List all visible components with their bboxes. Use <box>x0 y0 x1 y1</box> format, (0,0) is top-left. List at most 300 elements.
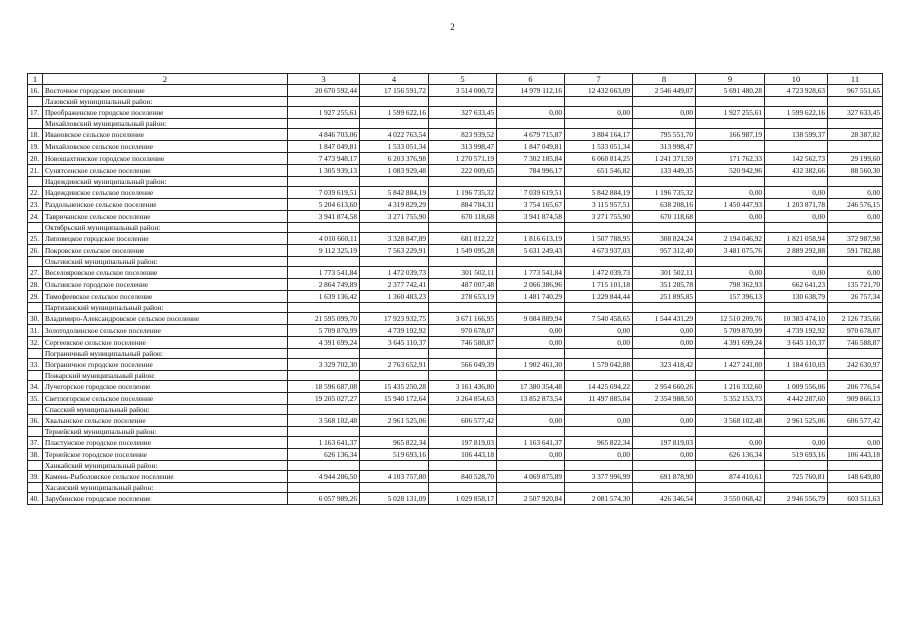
value-cell: 157 396,13 <box>696 291 765 303</box>
value-cell: 3 550 068,42 <box>696 493 765 505</box>
row-index: 35. <box>28 393 43 405</box>
value-cell: 606 577,42 <box>429 415 497 427</box>
value-cell: 970 678,07 <box>429 325 497 337</box>
value-cell: 0,00 <box>765 437 828 449</box>
table-row <box>28 165 883 177</box>
empty-cell <box>696 461 765 471</box>
index-cell <box>28 223 43 233</box>
column-header: 2 <box>43 74 288 85</box>
value-cell: 1 229 844,44 <box>565 291 633 303</box>
value-cell: 606 577,42 <box>828 415 883 427</box>
value-cell: 0,00 <box>633 449 696 461</box>
value-cell: 5 709 870,99 <box>696 325 765 337</box>
index-cell <box>28 177 43 187</box>
empty-cell <box>696 427 765 437</box>
value-cell: 7 540 458,65 <box>565 313 633 325</box>
value-cell: 3 884 164,17 <box>565 129 633 141</box>
value-cell: 967 551,65 <box>828 85 883 97</box>
value-cell: 1 533 051,34 <box>565 141 633 153</box>
value-cell: 3 568 102,48 <box>288 415 360 427</box>
row-index: 28. <box>28 279 43 291</box>
value-cell: 638 208,16 <box>633 199 696 211</box>
value-cell: 0,00 <box>765 211 828 223</box>
value-cell: 909 866,13 <box>828 393 883 405</box>
empty-cell <box>765 177 828 187</box>
index-cell <box>28 461 43 471</box>
value-cell: 3 645 110,37 <box>360 337 429 349</box>
empty-cell <box>828 483 883 493</box>
table-row <box>28 415 883 427</box>
settlement-name: Тернейское городское поселение <box>43 449 288 461</box>
district-name: Партизанский муниципальный район: <box>43 303 288 313</box>
empty-cell <box>565 371 633 381</box>
value-cell: 4 010 660,11 <box>288 233 360 245</box>
value-cell: 313 998,47 <box>633 141 696 153</box>
value-cell: 0,00 <box>696 187 765 199</box>
empty-cell <box>696 223 765 233</box>
empty-cell <box>828 223 883 233</box>
row-index: 30. <box>28 313 43 325</box>
index-cell <box>28 257 43 267</box>
empty-cell <box>696 371 765 381</box>
district-header-row <box>28 119 883 129</box>
table-row <box>28 187 883 199</box>
value-cell: 784 996,17 <box>497 165 565 177</box>
value-cell: 4 944 286,50 <box>288 471 360 483</box>
empty-cell <box>633 177 696 187</box>
value-cell: 0,00 <box>765 187 828 199</box>
empty-cell <box>429 257 497 267</box>
value-cell: 106 443,18 <box>828 449 883 461</box>
district-header-row <box>28 97 883 107</box>
value-cell: 0,00 <box>565 337 633 349</box>
value-cell: 10 383 474,10 <box>765 313 828 325</box>
value-cell: 26 757,34 <box>828 291 883 303</box>
value-cell: 487 007,48 <box>429 279 497 291</box>
empty-cell <box>429 349 497 359</box>
value-cell: 1 715 101,18 <box>565 279 633 291</box>
value-cell: 4 069 875,89 <box>497 471 565 483</box>
value-cell: 2 961 525,06 <box>360 415 429 427</box>
district-name: Пожарский муниципальный район: <box>43 371 288 381</box>
value-cell: 3 754 165,67 <box>497 199 565 211</box>
value-cell: 1 360 483,23 <box>360 291 429 303</box>
empty-cell <box>565 349 633 359</box>
value-cell: 130 638,79 <box>765 291 828 303</box>
value-cell: 3 271 755,90 <box>360 211 429 223</box>
empty-cell <box>765 257 828 267</box>
empty-cell <box>288 303 360 313</box>
value-cell: 1 196 735,32 <box>429 187 497 199</box>
row-index: 27. <box>28 267 43 279</box>
value-cell: 1 599 622,16 <box>765 107 828 119</box>
value-cell: 12 510 209,76 <box>696 313 765 325</box>
row-index: 32. <box>28 337 43 349</box>
value-cell: 746 588,87 <box>828 337 883 349</box>
district-name: Лазовский муниципальный район: <box>43 97 288 107</box>
empty-cell <box>633 371 696 381</box>
empty-cell <box>696 97 765 107</box>
value-cell: 520 942,96 <box>696 165 765 177</box>
value-cell: 566 049,39 <box>429 359 497 371</box>
value-cell: 6 060 814,25 <box>565 153 633 165</box>
value-cell: 2 354 988,50 <box>633 393 696 405</box>
value-cell: 242 630,97 <box>828 359 883 371</box>
empty-cell <box>565 177 633 187</box>
value-cell <box>765 141 828 153</box>
table-row <box>28 233 883 245</box>
empty-cell <box>288 257 360 267</box>
value-cell: 1 009 556,06 <box>765 381 828 393</box>
value-cell: 4 673 937,03 <box>565 245 633 257</box>
value-cell: 2 889 292,88 <box>765 245 828 257</box>
value-cell: 171 762,33 <box>696 153 765 165</box>
value-cell: 138 599,37 <box>765 129 828 141</box>
value-cell: 0,00 <box>633 415 696 427</box>
value-cell: 327 633,45 <box>429 107 497 119</box>
empty-cell <box>765 97 828 107</box>
value-cell: 2 946 556,79 <box>765 493 828 505</box>
empty-cell <box>828 97 883 107</box>
value-cell: 519 693,16 <box>360 449 429 461</box>
column-header: 9 <box>696 74 765 85</box>
value-cell: 1 639 136,42 <box>288 291 360 303</box>
empty-cell <box>497 303 565 313</box>
settlement-name: Тимофеевское сельское поселение <box>43 291 288 303</box>
value-cell: 3 328 847,89 <box>360 233 429 245</box>
table-row <box>28 245 883 257</box>
empty-cell <box>765 223 828 233</box>
row-index: 18. <box>28 129 43 141</box>
value-cell: 0,00 <box>828 437 883 449</box>
table-row <box>28 85 883 97</box>
value-cell: 327 633,45 <box>828 107 883 119</box>
table-row <box>28 437 883 449</box>
empty-cell <box>429 223 497 233</box>
row-index: 17. <box>28 107 43 119</box>
empty-cell <box>497 461 565 471</box>
row-index: 24. <box>28 211 43 223</box>
value-cell: 3 941 874,58 <box>288 211 360 223</box>
value-cell: 1 927 255,61 <box>696 107 765 119</box>
value-cell: 2 066 386,96 <box>497 279 565 291</box>
value-cell: 15 435 250,28 <box>360 381 429 393</box>
column-header: 3 <box>288 74 360 85</box>
value-cell: 626 136,34 <box>288 449 360 461</box>
empty-cell <box>765 119 828 129</box>
value-cell: 4 723 928,63 <box>765 85 828 97</box>
value-cell: 1 773 541,84 <box>288 267 360 279</box>
value-cell: 148 649,80 <box>828 471 883 483</box>
empty-cell <box>497 223 565 233</box>
value-cell: 1 241 371,59 <box>633 153 696 165</box>
table-row <box>28 267 883 279</box>
value-cell: 308 824,24 <box>633 233 696 245</box>
empty-cell <box>565 427 633 437</box>
value-cell: 1 305 939,13 <box>288 165 360 177</box>
value-cell: 681 812,22 <box>429 233 497 245</box>
row-index: 33. <box>28 359 43 371</box>
empty-cell <box>565 97 633 107</box>
district-name: Ханкайский муниципальный район: <box>43 461 288 471</box>
value-cell: 2 507 920,84 <box>497 493 565 505</box>
empty-cell <box>288 461 360 471</box>
index-cell <box>28 97 43 107</box>
empty-cell <box>565 405 633 415</box>
value-cell: 5 352 153,73 <box>696 393 765 405</box>
value-cell: 626 136,34 <box>696 449 765 461</box>
value-cell: 603 511,63 <box>828 493 883 505</box>
empty-cell <box>633 97 696 107</box>
empty-cell <box>633 257 696 267</box>
empty-cell <box>765 405 828 415</box>
value-cell: 1 816 613,19 <box>497 233 565 245</box>
row-index: 23. <box>28 199 43 211</box>
column-header: 10 <box>765 74 828 85</box>
value-cell: 0,00 <box>497 107 565 119</box>
district-header-row <box>28 405 883 415</box>
value-cell: 1 902 461,30 <box>497 359 565 371</box>
value-cell: 14 979 112,16 <box>497 85 565 97</box>
settlement-name: Владимиро-Александровское сельское поселение <box>43 313 288 325</box>
value-cell: 1 029 858,17 <box>429 493 497 505</box>
district-name: Михайловский муниципальный район: <box>43 119 288 129</box>
value-cell: 691 878,90 <box>633 471 696 483</box>
value-cell: 0,00 <box>565 415 633 427</box>
value-cell <box>696 141 765 153</box>
table-header-row <box>28 74 883 85</box>
value-cell: 5 028 131,09 <box>360 493 429 505</box>
empty-cell <box>429 371 497 381</box>
empty-cell <box>288 223 360 233</box>
value-cell: 11 497 885,04 <box>565 393 633 405</box>
settlement-name: Хвалынское сельское поселение <box>43 415 288 427</box>
empty-cell <box>765 427 828 437</box>
row-index: 39. <box>28 471 43 483</box>
value-cell: 17 923 932,75 <box>360 313 429 325</box>
row-index: 36. <box>28 415 43 427</box>
district-name: Октябрьский муниципальный район: <box>43 223 288 233</box>
settlement-name: Веселояровское сельское поселение <box>43 267 288 279</box>
district-name: Хасанский муниципальный район: <box>43 483 288 493</box>
value-cell: 313 998,47 <box>429 141 497 153</box>
value-cell: 0,00 <box>633 325 696 337</box>
empty-cell <box>429 461 497 471</box>
settlement-name: Светлогорское сельское поселение <box>43 393 288 405</box>
empty-cell <box>633 303 696 313</box>
table-row <box>28 153 883 165</box>
index-cell <box>28 349 43 359</box>
settlement-name: Надеждинское сельское поселение <box>43 187 288 199</box>
index-cell <box>28 483 43 493</box>
empty-cell <box>360 461 429 471</box>
empty-cell <box>565 257 633 267</box>
value-cell: 1 821 058,94 <box>765 233 828 245</box>
row-index: 37. <box>28 437 43 449</box>
table-row <box>28 359 883 371</box>
empty-cell <box>696 405 765 415</box>
empty-cell <box>565 483 633 493</box>
value-cell: 1 507 788,95 <box>565 233 633 245</box>
column-header: 8 <box>633 74 696 85</box>
index-cell <box>28 427 43 437</box>
empty-cell <box>360 303 429 313</box>
value-cell: 1 216 332,60 <box>696 381 765 393</box>
table-row <box>28 291 883 303</box>
empty-cell <box>828 427 883 437</box>
settlement-name: Михайловское сельское поселение <box>43 141 288 153</box>
row-index: 21. <box>28 165 43 177</box>
table-row <box>28 279 883 291</box>
empty-cell <box>360 405 429 415</box>
empty-cell <box>828 371 883 381</box>
value-cell: 28 387,82 <box>828 129 883 141</box>
value-cell: 3 264 854,63 <box>429 393 497 405</box>
value-cell: 18 596 687,08 <box>288 381 360 393</box>
value-cell: 3 329 702,30 <box>288 359 360 371</box>
value-cell: 0,00 <box>565 107 633 119</box>
table-row <box>28 471 883 483</box>
empty-cell <box>429 405 497 415</box>
column-header: 4 <box>360 74 429 85</box>
empty-cell <box>696 349 765 359</box>
value-cell: 5 842 884,19 <box>360 187 429 199</box>
empty-cell <box>633 405 696 415</box>
value-cell: 0,00 <box>828 187 883 199</box>
value-cell: 1 773 541,84 <box>497 267 565 279</box>
value-cell: 9 112 325,19 <box>288 245 360 257</box>
row-index: 29. <box>28 291 43 303</box>
row-index: 38. <box>28 449 43 461</box>
empty-cell <box>633 349 696 359</box>
value-cell: 88 560,30 <box>828 165 883 177</box>
value-cell: 5 691 480,28 <box>696 85 765 97</box>
value-cell: 6 057 989,26 <box>288 493 360 505</box>
value-cell: 1 270 571,19 <box>429 153 497 165</box>
row-index: 22. <box>28 187 43 199</box>
value-cell: 17 156 591,72 <box>360 85 429 97</box>
value-cell: 2 377 742,41 <box>360 279 429 291</box>
empty-cell <box>497 257 565 267</box>
empty-cell <box>765 483 828 493</box>
table-body <box>28 85 883 505</box>
empty-cell <box>828 119 883 129</box>
empty-cell <box>288 177 360 187</box>
settlement-name: Зарубинское городское поселение <box>43 493 288 505</box>
empty-cell <box>288 405 360 415</box>
value-cell: 7 039 619,51 <box>288 187 360 199</box>
settlement-name: Липовецкое городское поселение <box>43 233 288 245</box>
settlement-name: Сергеевское сельское поселение <box>43 337 288 349</box>
empty-cell <box>360 119 429 129</box>
value-cell: 1 579 042,88 <box>565 359 633 371</box>
value-cell: 17 380 354,48 <box>497 381 565 393</box>
value-cell: 1 481 740,29 <box>497 291 565 303</box>
empty-cell <box>696 257 765 267</box>
empty-cell <box>429 427 497 437</box>
value-cell: 4 739 192,92 <box>765 325 828 337</box>
value-cell: 519 693,16 <box>765 449 828 461</box>
empty-cell <box>360 483 429 493</box>
value-cell: 7 039 619,51 <box>497 187 565 199</box>
value-cell: 7 563 229,91 <box>360 245 429 257</box>
table-row <box>28 325 883 337</box>
settlement-name: Ивановское сельское поселение <box>43 129 288 141</box>
district-name: Спасский муниципальный район: <box>43 405 288 415</box>
value-cell: 426 346,54 <box>633 493 696 505</box>
table-row <box>28 449 883 461</box>
value-cell: 4 022 763,54 <box>360 129 429 141</box>
empty-cell <box>765 303 828 313</box>
value-cell: 301 502,11 <box>633 267 696 279</box>
empty-cell <box>429 303 497 313</box>
index-cell <box>28 303 43 313</box>
table-row <box>28 313 883 325</box>
value-cell: 29 199,60 <box>828 153 883 165</box>
value-cell: 20 670 592,44 <box>288 85 360 97</box>
empty-cell <box>765 461 828 471</box>
settlement-name: Новошахтинское городское поселение <box>43 153 288 165</box>
table-row <box>28 381 883 393</box>
value-cell: 133 449,35 <box>633 165 696 177</box>
empty-cell <box>360 257 429 267</box>
settlement-name: Преображенское городское поселение <box>43 107 288 119</box>
index-cell <box>28 119 43 129</box>
district-name: Надеждинский муниципальный район: <box>43 177 288 187</box>
row-index: 20. <box>28 153 43 165</box>
empty-cell <box>765 349 828 359</box>
value-cell: 725 760,81 <box>765 471 828 483</box>
empty-cell <box>828 349 883 359</box>
district-header-row <box>28 427 883 437</box>
value-cell: 0,00 <box>497 449 565 461</box>
value-cell: 798 362,93 <box>696 279 765 291</box>
value-cell <box>828 141 883 153</box>
value-cell: 2 763 652,91 <box>360 359 429 371</box>
value-cell: 840 528,70 <box>429 471 497 483</box>
value-cell: 0,00 <box>633 337 696 349</box>
row-index: 19. <box>28 141 43 153</box>
value-cell: 323 418,42 <box>633 359 696 371</box>
value-cell: 166 987,19 <box>696 129 765 141</box>
empty-cell <box>565 223 633 233</box>
value-cell: 251 895,85 <box>633 291 696 303</box>
value-cell: 2 954 660,26 <box>633 381 696 393</box>
value-cell: 1 196 735,32 <box>633 187 696 199</box>
table-row <box>28 493 883 505</box>
value-cell: 351 285,78 <box>633 279 696 291</box>
value-cell: 1 533 051,34 <box>360 141 429 153</box>
value-cell: 0,00 <box>765 267 828 279</box>
value-cell: 5 842 884,19 <box>565 187 633 199</box>
value-cell: 746 588,87 <box>429 337 497 349</box>
district-header-row <box>28 371 883 381</box>
value-cell: 3 671 166,95 <box>429 313 497 325</box>
value-cell: 3 481 075,76 <box>696 245 765 257</box>
value-cell: 142 562,73 <box>765 153 828 165</box>
value-cell: 4 391 699,24 <box>696 337 765 349</box>
empty-cell <box>828 405 883 415</box>
empty-cell <box>288 371 360 381</box>
value-cell: 15 940 172,64 <box>360 393 429 405</box>
value-cell: 1 163 641,37 <box>497 437 565 449</box>
index-cell <box>28 371 43 381</box>
value-cell: 1 927 255,61 <box>288 107 360 119</box>
district-header-row <box>28 257 883 267</box>
value-cell: 591 782,88 <box>828 245 883 257</box>
value-cell: 197 819,03 <box>429 437 497 449</box>
empty-cell <box>497 97 565 107</box>
